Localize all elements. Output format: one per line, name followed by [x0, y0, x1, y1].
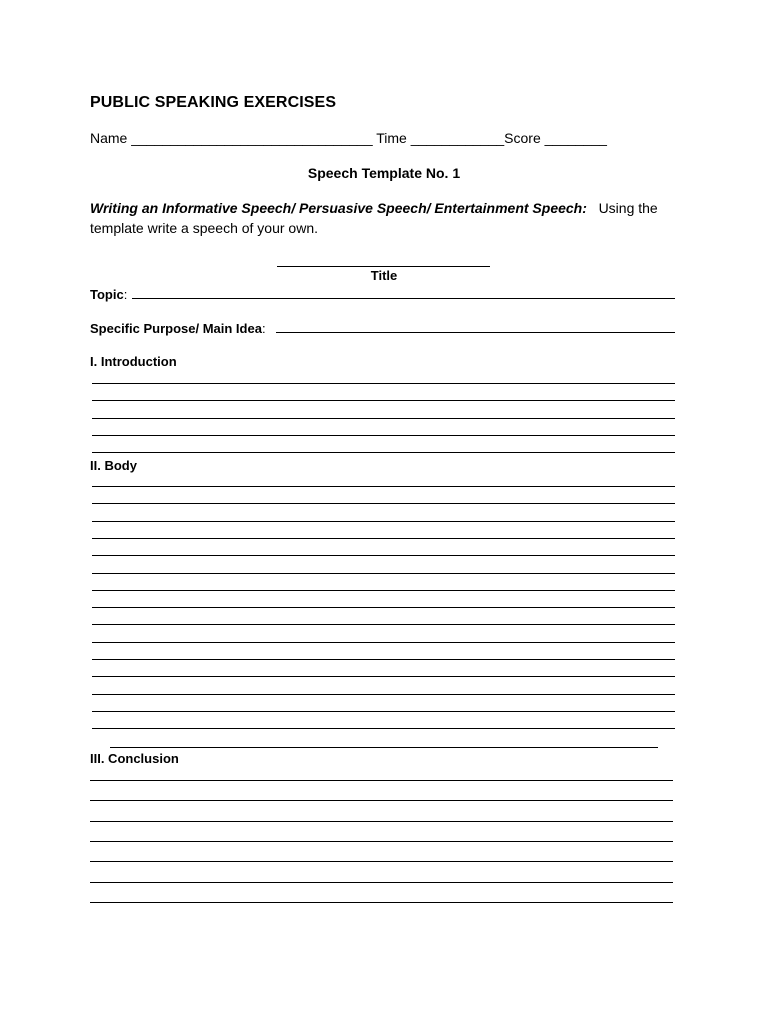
purpose-blank-line[interactable]: [276, 332, 675, 333]
conclusion-writing-line[interactable]: [90, 882, 673, 883]
body-writing-line[interactable]: [92, 642, 675, 643]
topic-field: [90, 286, 127, 304]
purpose-label: Specific Purpose/ Main Idea: [90, 321, 262, 336]
conclusion-writing-line[interactable]: [90, 780, 673, 781]
body-writing-line[interactable]: [92, 555, 675, 556]
body-writing-line[interactable]: [92, 573, 675, 574]
template-title: Speech Template No. 1: [307, 165, 461, 181]
body-writing-line[interactable]: [92, 503, 675, 504]
body-writing-line[interactable]: [92, 538, 675, 539]
purpose-field: [90, 320, 266, 338]
topic-label: Topic: [90, 287, 124, 302]
introduction-writing-line[interactable]: [92, 383, 675, 384]
instructions-lead: Writing an Informative Speech/ Persuasive Speech/ Entertainment Speech:: [90, 200, 587, 216]
instructions-text: Using the template write a speech of your own.: [90, 200, 658, 236]
body-writing-line[interactable]: [92, 590, 675, 591]
conclusion-writing-line[interactable]: [90, 800, 673, 801]
body-writing-line[interactable]: [92, 659, 675, 660]
section-body: II. Body: [90, 458, 137, 473]
conclusion-writing-line[interactable]: [90, 861, 673, 862]
body-writing-line[interactable]: [110, 747, 658, 748]
title-blank-line[interactable]: [277, 266, 490, 267]
instructions: [90, 198, 680, 238]
conclusion-writing-line[interactable]: [90, 821, 673, 822]
section-conclusion: III. Conclusion: [90, 751, 179, 766]
introduction-writing-line[interactable]: [92, 418, 675, 419]
purpose-colon: :: [261, 321, 266, 336]
topic-blank-line[interactable]: [132, 298, 675, 299]
body-writing-line[interactable]: [92, 694, 675, 695]
conclusion-writing-line[interactable]: [90, 902, 673, 903]
introduction-writing-line[interactable]: [92, 400, 675, 401]
topic-colon: :: [123, 287, 128, 302]
body-writing-line[interactable]: [92, 728, 675, 729]
page-title: PUBLIC SPEAKING EXERCISES: [90, 94, 337, 111]
introduction-writing-line[interactable]: [92, 435, 675, 436]
body-writing-line[interactable]: [92, 624, 675, 625]
body-writing-line[interactable]: [92, 676, 675, 677]
body-writing-line[interactable]: [92, 711, 675, 712]
conclusion-writing-line[interactable]: [90, 841, 673, 842]
title-label: Title: [370, 268, 398, 283]
body-writing-line[interactable]: [92, 607, 675, 608]
name-time-score-line: Name _______________________________ Time ____________Score ________: [90, 130, 607, 146]
section-introduction: I. Introduction: [90, 354, 177, 369]
body-writing-line[interactable]: [92, 521, 675, 522]
introduction-writing-line[interactable]: [92, 452, 675, 453]
body-writing-line[interactable]: [92, 486, 675, 487]
